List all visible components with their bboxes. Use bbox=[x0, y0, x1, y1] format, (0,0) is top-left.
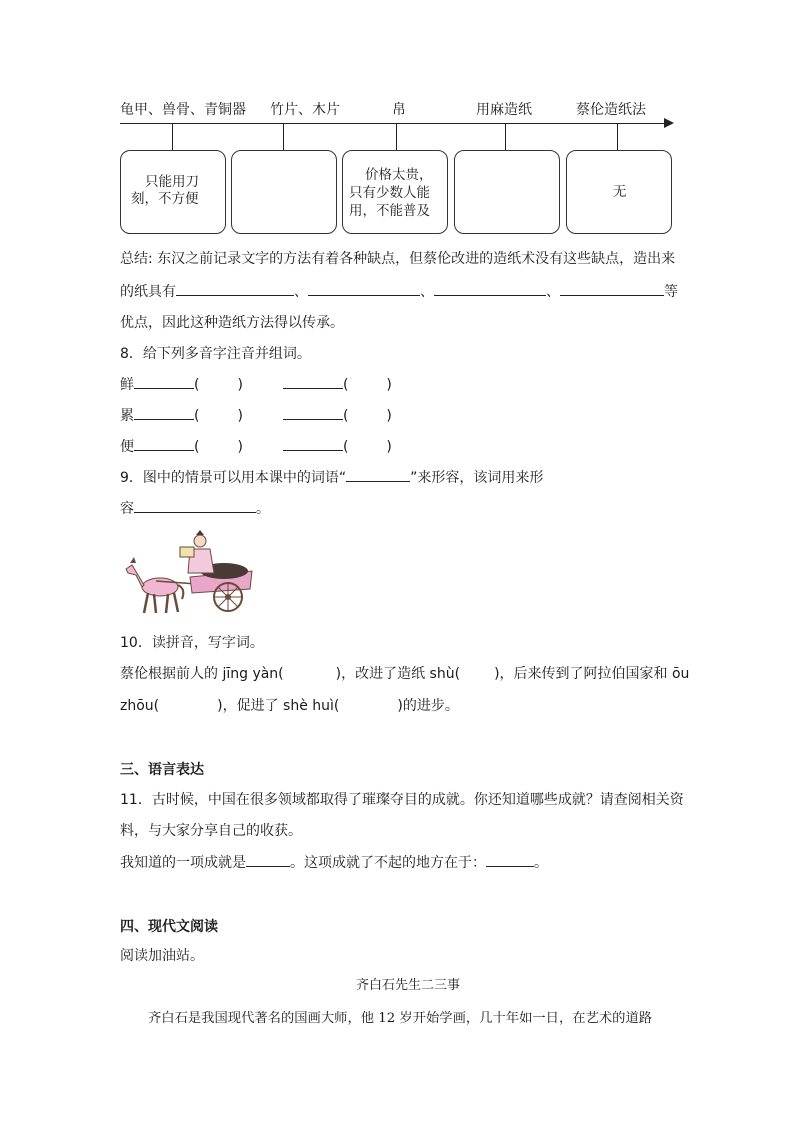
summary-line-2 bbox=[120, 281, 678, 302]
q8-open-3a: ( bbox=[194, 439, 200, 455]
q8-close-1b: ) bbox=[386, 377, 392, 393]
timeline-tick-2 bbox=[283, 123, 284, 150]
timeline-box-2[interactable] bbox=[231, 150, 337, 234]
summary-sep-1: 、 bbox=[294, 284, 308, 300]
q10-line-1 bbox=[120, 664, 689, 684]
box1-line-2: 刻，不方便 bbox=[131, 191, 199, 207]
q9-line2-suffix: 。 bbox=[256, 501, 270, 517]
summary-blank-4[interactable] bbox=[560, 281, 664, 296]
timeline-axis bbox=[120, 123, 668, 124]
box1-line-1: 只能用刀 bbox=[145, 174, 199, 190]
q8-open-2a: ( bbox=[194, 408, 200, 424]
summary-line2-prefix: 的纸具有 bbox=[120, 284, 176, 300]
timeline-tick-5 bbox=[617, 123, 618, 150]
q8-word-blank-2b[interactable] bbox=[283, 405, 343, 420]
q8-row-3 bbox=[120, 436, 392, 457]
q8-word-blank-1b[interactable] bbox=[283, 374, 343, 389]
q8-char-3: 便 bbox=[120, 439, 134, 455]
q8-close-1a: ) bbox=[237, 377, 243, 393]
q8-word-blank-3b[interactable] bbox=[283, 436, 343, 451]
q10-line2-part-b: )，促进了 shè huì( bbox=[217, 698, 340, 714]
q8-close-2a: ) bbox=[237, 408, 243, 424]
timeline-box-3 bbox=[342, 150, 448, 234]
timeline-box-4[interactable] bbox=[454, 150, 560, 234]
q9-line-2 bbox=[120, 498, 270, 519]
q9-line2-prefix: 容 bbox=[120, 501, 134, 517]
timeline-tick-3 bbox=[396, 123, 397, 150]
horse-cart-illustration bbox=[120, 527, 258, 623]
q11-reason-blank[interactable] bbox=[486, 852, 534, 867]
q9-meaning-blank[interactable] bbox=[134, 498, 256, 513]
q11-line3-prefix: 我知道的一项成就是 bbox=[120, 855, 246, 871]
q11-line3-middle: 。这项成就了不起的地方在于： bbox=[290, 855, 486, 871]
q8-open-1b: ( bbox=[342, 377, 349, 393]
box5-text: 无 bbox=[613, 184, 627, 200]
q8-row-2 bbox=[120, 405, 392, 426]
timeline-box-5 bbox=[566, 150, 672, 234]
q8-close-3b: ) bbox=[386, 439, 392, 455]
q10-line-2 bbox=[120, 696, 459, 716]
q8-title: 8．给下列多音字注音并组词。 bbox=[120, 346, 311, 362]
timeline-box-1 bbox=[120, 150, 226, 234]
q8-row-1 bbox=[120, 374, 392, 395]
section3-heading: 三、语言表达 bbox=[120, 762, 204, 778]
q10-line1-part-b: )，改进了造纸 shù( bbox=[335, 666, 461, 682]
q8-open-2b: ( bbox=[342, 408, 349, 424]
q10-line2-part-c: )的进步。 bbox=[397, 698, 459, 714]
q10-line1-part-c: )，后来传到了阿拉伯国家和 ōu bbox=[494, 666, 690, 682]
q10-title: 10．读拼音，写字词。 bbox=[120, 635, 264, 651]
summary-blank-3[interactable] bbox=[434, 281, 546, 296]
section4-intro: 阅读加油站。 bbox=[120, 948, 204, 964]
q8-char-1: 鲜 bbox=[120, 377, 134, 393]
timeline-label-2: 竹片、木片 bbox=[270, 102, 340, 118]
timeline-label-4: 用麻造纸 bbox=[476, 102, 532, 118]
q11-line3-end: 。 bbox=[534, 855, 548, 871]
summary-sep-3: 、 bbox=[546, 284, 560, 300]
q10-line1-part-a: 蔡伦根据前人的 jīng yàn( bbox=[120, 666, 284, 682]
timeline-arrow-icon bbox=[664, 118, 674, 128]
box3-line-1: 价格太贵， bbox=[365, 167, 433, 183]
section4-heading: 四、现代文阅读 bbox=[120, 919, 218, 935]
q8-word-blank-1a[interactable] bbox=[134, 374, 194, 389]
q9-line1-suffix: ”来形容，该词用来形 bbox=[410, 470, 544, 486]
q9-word-blank[interactable] bbox=[346, 467, 410, 482]
summary-sep-2: 、 bbox=[420, 284, 434, 300]
q9-line-1 bbox=[120, 467, 543, 488]
q8-close-2b: ) bbox=[386, 408, 392, 424]
summary-line-3: 优点，因此这种造纸方法得以传承。 bbox=[120, 315, 344, 331]
q11-line-1: 11．古时候，中国在很多领域都取得了璀璨夺目的成就。你还知道哪些成就？请查阅相关资 bbox=[120, 792, 684, 808]
q11-achievement-blank[interactable] bbox=[246, 852, 290, 867]
summary-blank-1[interactable] bbox=[176, 281, 294, 296]
q8-close-3a: ) bbox=[237, 439, 243, 455]
timeline-tick-4 bbox=[505, 123, 506, 150]
q8-word-blank-2a[interactable] bbox=[134, 405, 194, 420]
q8-open-3b: ( bbox=[342, 439, 349, 455]
q8-char-2: 累 bbox=[120, 408, 134, 424]
q9-line1-prefix: 9．图中的情景可以用本课中的词语“ bbox=[120, 470, 347, 486]
summary-line2-end: 等 bbox=[664, 284, 678, 300]
summary-blank-2[interactable] bbox=[308, 281, 420, 296]
q10-line2-part-a: zhōu( bbox=[120, 698, 160, 714]
summary-line-1: 总结: 东汉之前记录文字的方法有着各种缺点，但蔡伦改进的造纸术没有这些缺点，造出来 bbox=[120, 251, 676, 267]
timeline-label-5: 蔡伦造纸法 bbox=[576, 102, 646, 118]
q8-open-1a: ( bbox=[194, 377, 200, 393]
q11-line-2: 料，与大家分享自己的收获。 bbox=[120, 823, 302, 839]
timeline-label-1: 龟甲、兽骨、青铜器 bbox=[120, 102, 246, 118]
box3-line-3: 用，不能普及 bbox=[349, 203, 430, 219]
article-title: 齐白石先生二三事 bbox=[356, 978, 461, 993]
timeline-tick-1 bbox=[172, 123, 173, 150]
box3-line-2: 只有少数人能 bbox=[349, 185, 430, 201]
article-line-1: 齐白石是我国现代著名的国画大师，他 12 岁开始学画，几十年如一日，在艺术的道路 bbox=[148, 1011, 653, 1026]
timeline-label-3: 帛 bbox=[392, 102, 406, 118]
q11-line-3 bbox=[120, 852, 548, 873]
q8-word-blank-3a[interactable] bbox=[134, 436, 194, 451]
